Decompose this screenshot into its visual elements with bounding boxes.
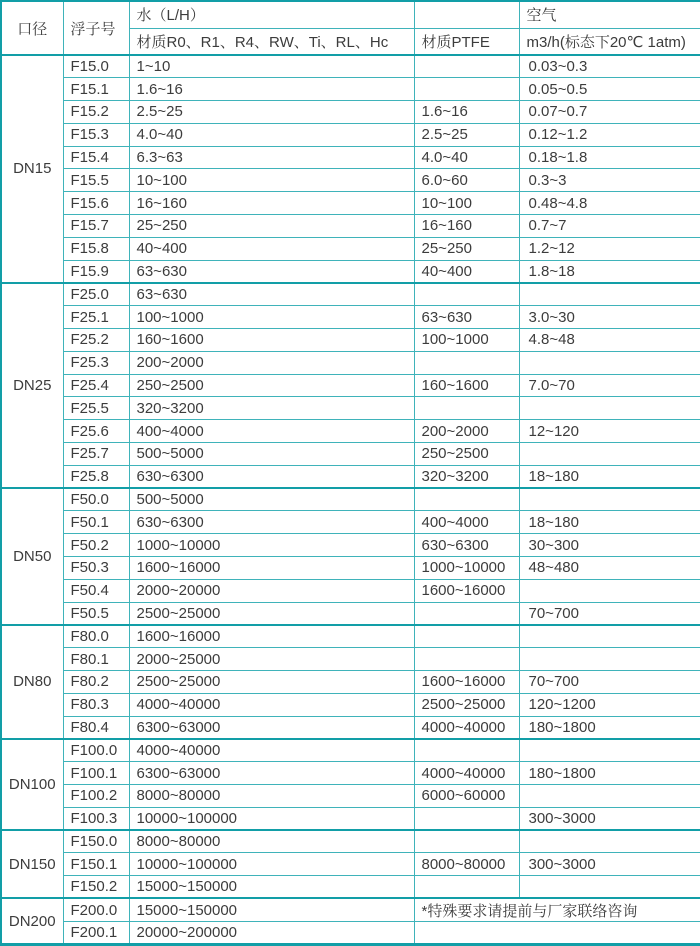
diameter-cell: DN80 <box>1 625 63 739</box>
float-no-cell: F150.2 <box>63 876 129 899</box>
water-range-cell: 630~6300 <box>129 511 414 534</box>
air-range-cell <box>519 397 700 420</box>
water-range-cell: 10000~100000 <box>129 807 414 830</box>
air-range-cell <box>519 488 700 511</box>
float-no-cell: F15.7 <box>63 215 129 238</box>
air-range-cell <box>519 351 700 374</box>
air-range-cell: 4.8~48 <box>519 329 700 352</box>
float-no-cell: F25.8 <box>63 465 129 488</box>
water-range-cell: 160~1600 <box>129 329 414 352</box>
float-no-cell: F100.0 <box>63 739 129 762</box>
air-range-cell: 30~300 <box>519 534 700 557</box>
table-row <box>1 579 700 602</box>
water-range-cell: 1600~16000 <box>129 625 414 648</box>
float-no-cell: F25.1 <box>63 306 129 329</box>
air-range-cell: 7.0~70 <box>519 374 700 397</box>
diameter-cell: DN25 <box>1 283 63 488</box>
air-range-cell <box>519 443 700 466</box>
air-group-header: 空气 <box>519 1 700 28</box>
float-no-cell: F80.4 <box>63 716 129 739</box>
air-range-cell: 0.48~4.8 <box>519 192 700 215</box>
water-range-cell: 4.0~40 <box>129 123 414 146</box>
air-range-cell: 0.05~0.5 <box>519 78 700 101</box>
diameter-cell: DN100 <box>1 739 63 830</box>
table-row <box>1 648 700 671</box>
water-range-cell: 400~4000 <box>129 420 414 443</box>
table-row <box>1 260 700 283</box>
air-range-cell: 12~120 <box>519 420 700 443</box>
float-no-cell: F100.1 <box>63 762 129 785</box>
ptfe-range-cell <box>414 55 519 78</box>
ptfe-range-cell: 200~2000 <box>414 420 519 443</box>
table-row <box>1 465 700 488</box>
water-material-header: 材质R0、R1、R4、RW、Ti、RL、Hc <box>129 28 414 55</box>
water-range-cell: 16~160 <box>129 192 414 215</box>
air-range-cell: 1.2~12 <box>519 237 700 260</box>
ptfe-range-cell: 1000~10000 <box>414 557 519 580</box>
table-row <box>1 625 700 648</box>
water-range-cell: 20000~200000 <box>129 921 414 944</box>
ptfe-range-cell: 100~1000 <box>414 329 519 352</box>
float-no-cell: F80.0 <box>63 625 129 648</box>
float-no-cell: F25.3 <box>63 351 129 374</box>
water-range-cell: 10~100 <box>129 169 414 192</box>
air-range-cell: 300~3000 <box>519 853 700 876</box>
table-row <box>1 876 700 899</box>
air-range-cell: 180~1800 <box>519 716 700 739</box>
table-row <box>1 807 700 830</box>
table-row <box>1 374 700 397</box>
float-no-cell: F25.2 <box>63 329 129 352</box>
ptfe-range-cell <box>414 78 519 101</box>
ptfe-material-header: 材质PTFE <box>414 28 519 55</box>
float-no-cell: F25.4 <box>63 374 129 397</box>
water-range-cell: 2.5~25 <box>129 101 414 124</box>
air-range-cell: 18~180 <box>519 465 700 488</box>
air-range-cell: 70~700 <box>519 602 700 625</box>
air-range-cell: 180~1800 <box>519 762 700 785</box>
water-range-cell: 1600~16000 <box>129 557 414 580</box>
ptfe-range-cell: 25~250 <box>414 237 519 260</box>
diameter-cell: DN150 <box>1 830 63 898</box>
ptfe-range-cell: 6.0~60 <box>414 169 519 192</box>
table-row <box>1 55 700 78</box>
float-no-cell: F25.0 <box>63 283 129 306</box>
float-no-cell: F15.8 <box>63 237 129 260</box>
table-row <box>1 306 700 329</box>
ptfe-range-cell: 8000~80000 <box>414 853 519 876</box>
ptfe-range-cell <box>414 283 519 306</box>
air-range-cell <box>519 876 700 899</box>
ptfe-range-cell <box>414 830 519 853</box>
air-range-cell: 0.03~0.3 <box>519 55 700 78</box>
table-row <box>1 443 700 466</box>
header-row-1 <box>1 1 700 28</box>
air-range-cell: 0.3~3 <box>519 169 700 192</box>
ptfe-range-cell <box>414 602 519 625</box>
table-row <box>1 557 700 580</box>
float-no-cell: F15.0 <box>63 55 129 78</box>
air-range-cell: 0.12~1.2 <box>519 123 700 146</box>
water-range-cell: 6300~63000 <box>129 716 414 739</box>
ptfe-range-cell: 4.0~40 <box>414 146 519 169</box>
float-no-cell: F15.1 <box>63 78 129 101</box>
water-range-cell: 2000~20000 <box>129 579 414 602</box>
table-row <box>1 237 700 260</box>
ptfe-range-cell: 400~4000 <box>414 511 519 534</box>
air-range-cell <box>519 830 700 853</box>
water-range-cell: 100~1000 <box>129 306 414 329</box>
float-no-cell: F15.3 <box>63 123 129 146</box>
air-range-cell: 70~700 <box>519 671 700 694</box>
float-no-cell: F200.1 <box>63 921 129 944</box>
table-row <box>1 488 700 511</box>
air-range-cell: 0.07~0.7 <box>519 101 700 124</box>
air-range-cell: 300~3000 <box>519 807 700 830</box>
water-range-cell: 8000~80000 <box>129 785 414 808</box>
float-no-cell: F50.0 <box>63 488 129 511</box>
ptfe-range-cell: 6000~60000 <box>414 785 519 808</box>
float-no-cell: F100.3 <box>63 807 129 830</box>
table-row <box>1 329 700 352</box>
diameter-cell: DN200 <box>1 898 63 944</box>
table-row <box>1 739 700 762</box>
ptfe-range-cell: 40~400 <box>414 260 519 283</box>
float-no-cell: F25.5 <box>63 397 129 420</box>
ptfe-range-cell: 1600~16000 <box>414 579 519 602</box>
air-range-cell: 120~1200 <box>519 693 700 716</box>
water-range-cell: 10000~100000 <box>129 853 414 876</box>
water-range-cell: 63~630 <box>129 260 414 283</box>
table-row <box>1 762 700 785</box>
water-range-cell: 1.6~16 <box>129 78 414 101</box>
float-no-cell: F15.6 <box>63 192 129 215</box>
table-row <box>1 921 700 944</box>
ptfe-range-cell: 1600~16000 <box>414 671 519 694</box>
table-row <box>1 169 700 192</box>
float-no-cell: F25.7 <box>63 443 129 466</box>
water-range-cell: 500~5000 <box>129 443 414 466</box>
table-row <box>1 853 700 876</box>
float-no-cell: F15.4 <box>63 146 129 169</box>
air-range-cell <box>519 283 700 306</box>
diameter-cell: DN15 <box>1 55 63 283</box>
ptfe-range-cell: 630~6300 <box>414 534 519 557</box>
table-row <box>1 511 700 534</box>
ptfe-range-cell: 10~100 <box>414 192 519 215</box>
table-row <box>1 716 700 739</box>
table-row <box>1 123 700 146</box>
ptfe-range-cell <box>414 807 519 830</box>
table-row <box>1 192 700 215</box>
float-no-cell: F80.2 <box>63 671 129 694</box>
note-cell <box>414 921 700 944</box>
table-row <box>1 215 700 238</box>
water-range-cell: 40~400 <box>129 237 414 260</box>
air-range-cell: 0.7~7 <box>519 215 700 238</box>
ptfe-range-cell: 2.5~25 <box>414 123 519 146</box>
table-row <box>1 671 700 694</box>
float-no-header: 浮子号 <box>63 1 129 55</box>
table-row <box>1 351 700 374</box>
water-range-cell: 6300~63000 <box>129 762 414 785</box>
air-range-cell <box>519 739 700 762</box>
water-range-cell: 320~3200 <box>129 397 414 420</box>
float-no-cell: F15.9 <box>63 260 129 283</box>
float-no-cell: F50.5 <box>63 602 129 625</box>
air-range-cell <box>519 625 700 648</box>
float-no-cell: F25.6 <box>63 420 129 443</box>
water-range-cell: 1000~10000 <box>129 534 414 557</box>
float-no-cell: F50.2 <box>63 534 129 557</box>
ptfe-range-cell <box>414 625 519 648</box>
ptfe-range-cell <box>414 648 519 671</box>
air-range-cell: 48~480 <box>519 557 700 580</box>
table-row <box>1 830 700 853</box>
water-range-cell: 500~5000 <box>129 488 414 511</box>
water-range-cell: 8000~80000 <box>129 830 414 853</box>
float-no-cell: F15.5 <box>63 169 129 192</box>
ptfe-range-cell: 320~3200 <box>414 465 519 488</box>
ptfe-range-cell <box>414 488 519 511</box>
water-range-cell: 2000~25000 <box>129 648 414 671</box>
float-no-cell: F100.2 <box>63 785 129 808</box>
table-row <box>1 101 700 124</box>
table-row <box>1 146 700 169</box>
air-range-cell: 3.0~30 <box>519 306 700 329</box>
ptfe-range-cell: 250~2500 <box>414 443 519 466</box>
float-no-cell: F50.3 <box>63 557 129 580</box>
float-no-cell: F80.1 <box>63 648 129 671</box>
table-row <box>1 283 700 306</box>
ptfe-range-cell: 4000~40000 <box>414 716 519 739</box>
float-no-cell: F200.0 <box>63 898 129 921</box>
air-unit-header: m3/h(标态下20℃ 1atm) <box>519 28 700 55</box>
ptfe-range-cell <box>414 739 519 762</box>
diameter-cell: DN50 <box>1 488 63 625</box>
water-range-cell: 15000~150000 <box>129 898 414 921</box>
float-no-cell: F50.1 <box>63 511 129 534</box>
table-row <box>1 693 700 716</box>
ptfe-range-cell <box>414 876 519 899</box>
ptfe-range-cell: 16~160 <box>414 215 519 238</box>
water-range-cell: 63~630 <box>129 283 414 306</box>
air-range-cell <box>519 648 700 671</box>
water-header-spacer <box>414 1 519 28</box>
ptfe-range-cell: 4000~40000 <box>414 762 519 785</box>
table-row <box>1 898 700 921</box>
water-range-cell: 15000~150000 <box>129 876 414 899</box>
float-no-cell: F50.4 <box>63 579 129 602</box>
water-range-cell: 4000~40000 <box>129 739 414 762</box>
float-no-cell: F15.2 <box>63 101 129 124</box>
table-row <box>1 534 700 557</box>
float-no-cell: F150.0 <box>63 830 129 853</box>
ptfe-range-cell: 160~1600 <box>414 374 519 397</box>
water-range-cell: 25~250 <box>129 215 414 238</box>
water-range-cell: 6.3~63 <box>129 146 414 169</box>
air-range-cell: 18~180 <box>519 511 700 534</box>
ptfe-range-cell <box>414 397 519 420</box>
table-row <box>1 785 700 808</box>
ptfe-range-cell <box>414 351 519 374</box>
water-range-cell: 1~10 <box>129 55 414 78</box>
table-row <box>1 397 700 420</box>
float-no-cell: F80.3 <box>63 693 129 716</box>
water-range-cell: 2500~25000 <box>129 671 414 694</box>
water-range-cell: 250~2500 <box>129 374 414 397</box>
table-row <box>1 420 700 443</box>
air-range-cell <box>519 579 700 602</box>
ptfe-range-cell: 63~630 <box>414 306 519 329</box>
water-group-header: 水（L/H） <box>129 1 414 28</box>
ptfe-range-cell: 1.6~16 <box>414 101 519 124</box>
air-range-cell <box>519 785 700 808</box>
water-range-cell: 4000~40000 <box>129 693 414 716</box>
water-range-cell: 200~2000 <box>129 351 414 374</box>
air-range-cell: 0.18~1.8 <box>519 146 700 169</box>
air-range-cell: 1.8~18 <box>519 260 700 283</box>
ptfe-range-cell: 2500~25000 <box>414 693 519 716</box>
note-cell: *特殊要求请提前与厂家联络咨询 <box>414 898 700 921</box>
diameter-header: 口径 <box>1 1 63 55</box>
float-no-cell: F150.1 <box>63 853 129 876</box>
table-row <box>1 78 700 101</box>
water-range-cell: 630~6300 <box>129 465 414 488</box>
table-row <box>1 602 700 625</box>
water-range-cell: 2500~25000 <box>129 602 414 625</box>
